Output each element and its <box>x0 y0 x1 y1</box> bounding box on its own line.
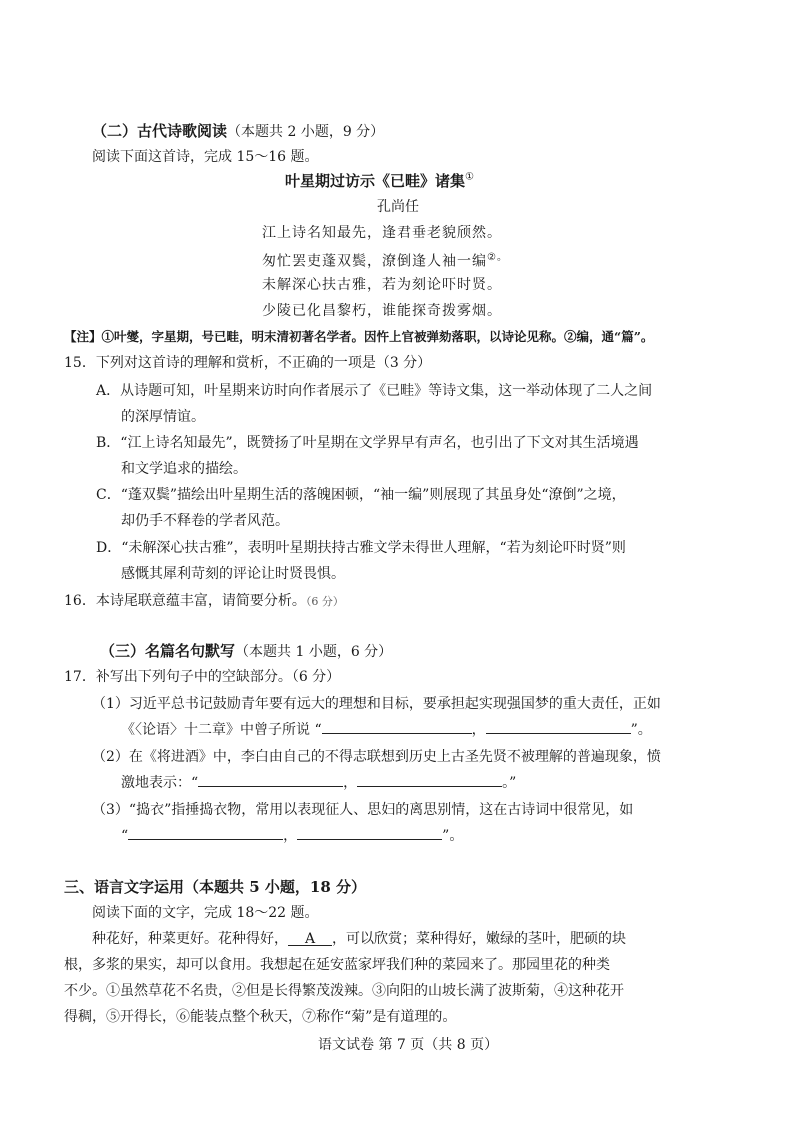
poem-line: 少陵已化昌黎朽，谁能探奇拨雾烟。 <box>262 303 502 319</box>
closing-quote: ”。 <box>630 722 652 738</box>
closing-quote: 。” <box>502 775 517 791</box>
closing-quote: ”。 <box>442 828 464 844</box>
question-stem: 17．补写出下列句子中的空缺部分。（6 分） <box>64 669 341 685</box>
option-b-cont: 和文学追求的描绘。 <box>121 461 247 477</box>
instruction: 阅读下面这首诗，完成 15～16 题。 <box>92 149 319 165</box>
fill-prompt: 《〈论语〉十二章》中曾子所说 “ <box>121 722 322 738</box>
fill-item-2: （2）在《将进酒》中，李白由自己的不得志联想到历史上古圣先贤不被理解的普遍现象，愤 <box>92 749 661 765</box>
fill-prompt: 激地表示：“ <box>121 775 199 791</box>
question-stem <box>64 590 344 610</box>
comma: ， <box>343 775 358 791</box>
fill-item-1-line2 <box>121 719 652 739</box>
passage-line: 不少。①虽然草花不名贵，②但是长得繁茂泼辣。③向阳的山坡长满了波斯菊，④这种花开 <box>64 983 624 999</box>
fill-prompt: “ <box>121 828 129 844</box>
comma: ， <box>471 722 486 738</box>
question-stem: 15．下列对这首诗的理解和赏析，不正确的一项是（3 分） <box>64 355 432 371</box>
answer-blank[interactable] <box>128 825 283 840</box>
answer-blank[interactable] <box>297 825 442 840</box>
option-c-cont: 却仍手不释卷的学者风范。 <box>121 513 289 529</box>
section-heading <box>92 120 384 141</box>
fill-item-2-line2 <box>121 772 516 792</box>
option-a: A．从诗题可知，叶星期来访时向作者展示了《已畦》等诗文集，这一举动体现了二人之间 <box>96 383 653 399</box>
passage-text: ，可以欣赏；菜种得好，嫩绿的茎叶，肥硕的块 <box>332 931 626 947</box>
option-d: D．“未解深心扶古雅”，表明叶星期扶持古雅文学未得世人理解，“若为刻论吓时贤”则 <box>96 540 626 556</box>
footnote-mark: ① <box>465 171 474 183</box>
score-mark: （6 分） <box>305 595 344 608</box>
page-footer: 语文试卷 第 7 页（共 8 页） <box>318 1037 499 1053</box>
poem-line-text: 匆忙罢吏蓬双鬓，潦倒逢人袖一编 <box>262 253 487 270</box>
poem-line <box>262 248 508 271</box>
part-heading: 三、语言文字运用（本题共 5 小题，18 分） <box>64 878 366 896</box>
section-title: （三）名篇名句默写 <box>100 642 236 660</box>
passage-line <box>92 928 626 948</box>
passage-text: 种花好，种菜更好。花种得好， <box>92 931 288 947</box>
fill-item-1: （1）习近平总书记鼓励青年要有远大的理想和目标，要承担起实现强国梦的重大责任，正如 <box>92 696 661 712</box>
fill-item-3: （3）“捣衣”指捶捣衣物，常用以表现征人、思妇的离思别情，这在古诗词中很常见，如 <box>92 802 634 818</box>
section-title: （二）古代诗歌阅读 <box>92 122 228 140</box>
section-scoring: （本题共 2 小题，9 分） <box>227 124 385 140</box>
poem-title-text: 叶星期过访示《已畦》诸集 <box>285 172 466 190</box>
section-heading <box>100 640 392 661</box>
option-c: C．“蓬双鬓”描绘出叶星期生活的落魄困顿，“袖一编”则展现了其虽身处“潦倒”之境， <box>96 487 626 503</box>
question-text: 16．本诗尾联意蕴丰富，请简要分析。 <box>64 593 306 609</box>
answer-blank[interactable] <box>198 772 343 787</box>
section-scoring: （本题共 1 小题，6 分） <box>235 644 393 660</box>
blank-a-label: A <box>304 931 316 947</box>
option-b: B．“江上诗名知最先”，既赞扬了叶星期在文学界早有声名，也引出了下文对其生活境遇 <box>96 435 639 451</box>
poem-line: 未解深心扶古雅，若为刻论吓时贤。 <box>262 277 502 293</box>
poem-line: 江上诗名知最先，逢君垂老貌颀然。 <box>262 225 502 241</box>
footnote: 【注】①叶燮，字星期，号已畦，明末清初著名学者。因忤上官被弹劾落职，以诗论见称。②编，通“篇”。 <box>64 329 654 344</box>
option-d-cont: 感慨其犀利苛刻的评论让时贤畏惧。 <box>121 566 345 582</box>
passage-line: 根，多浆的果实，却可以食用。我想起在延安蓝家坪我们种的菜园来了。那园里花的种类 <box>64 957 610 973</box>
answer-blank[interactable] <box>322 719 472 734</box>
poem-author: 孔尚任 <box>377 199 419 215</box>
answer-blank[interactable] <box>357 772 502 787</box>
option-a-cont: 的深厚情谊。 <box>121 409 205 425</box>
answer-blank[interactable] <box>486 719 631 734</box>
instruction: 阅读下面的文字，完成 18～22 题。 <box>92 905 319 921</box>
fill-item-3-line2 <box>121 825 463 845</box>
poem-title <box>285 170 474 191</box>
passage-line: 得稠，⑤开得长，⑥能装点整个秋天，⑦称作“菊”是有道理的。 <box>64 1009 457 1025</box>
footnote-mark: ②。 <box>487 252 508 263</box>
blank-a <box>288 931 332 946</box>
comma: ， <box>283 828 298 844</box>
